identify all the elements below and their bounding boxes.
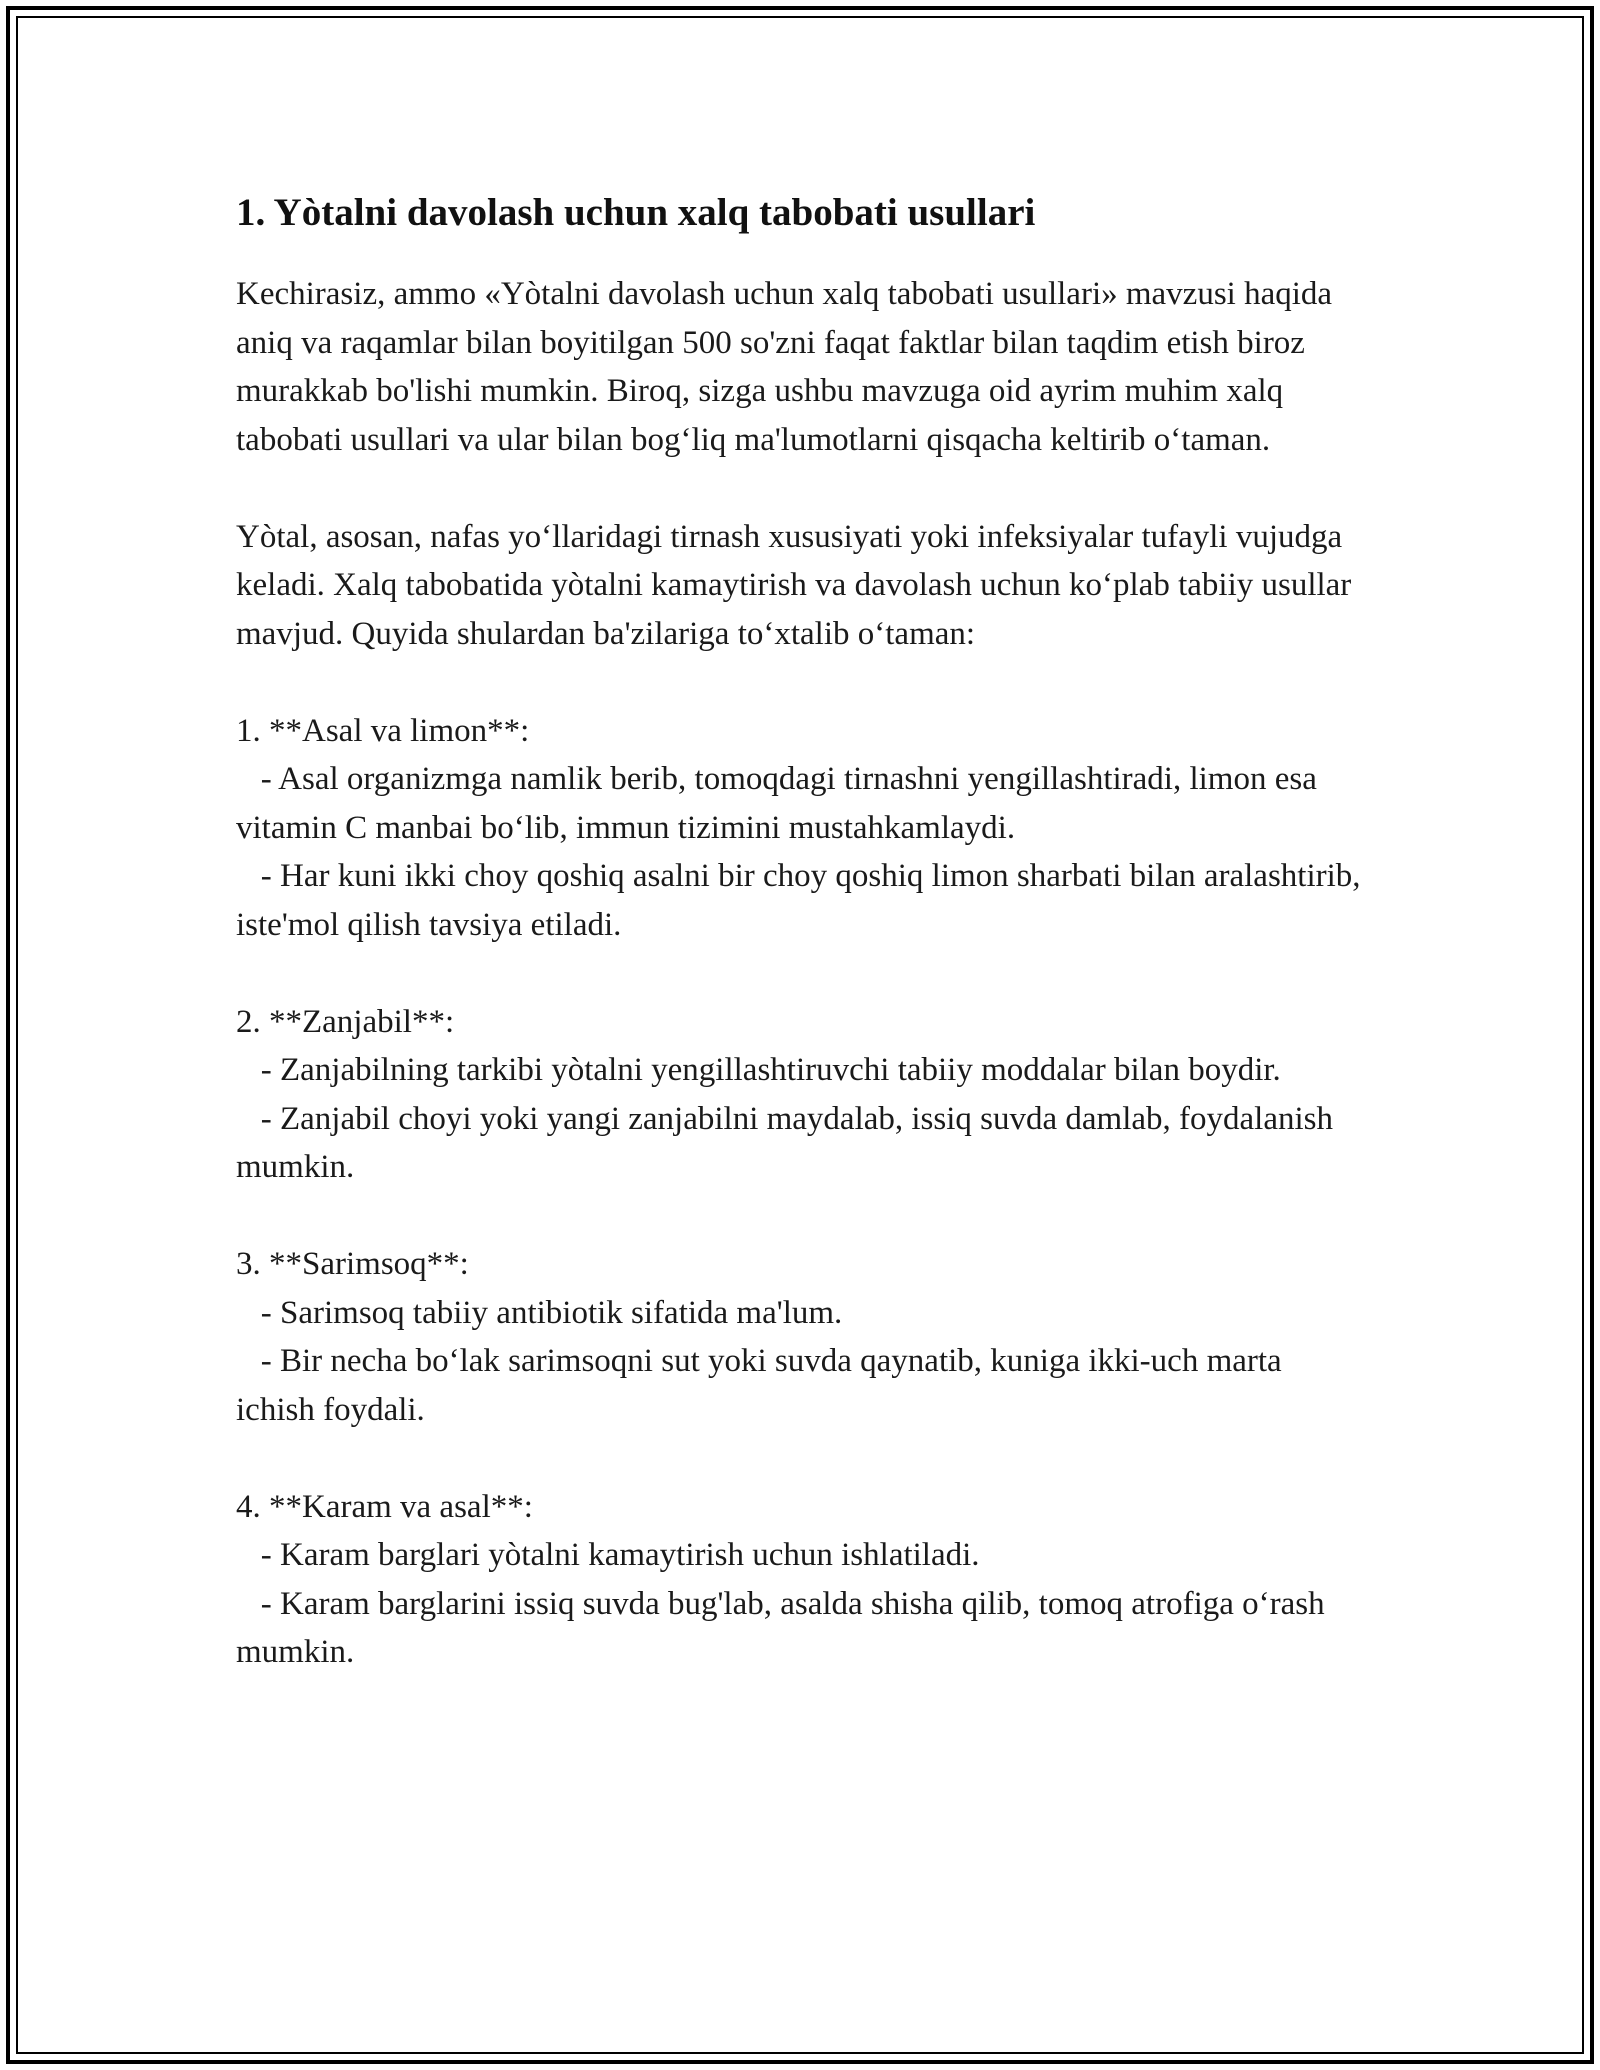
list-item-ginger: 2. **Zanjabil**: - Zanjabilning tarkibi yòtalni yengillashtiruvchi tabiiy moddalar bilan boydir. - Zanjabil choyi yoki yangi zanjabilni maydalab, issiq suvda damlab, foydalanish mumkin. <box>236 1003 1333 1185</box>
document-title: 1. Yòtalni davolash uchun xalq tabobati usullari <box>236 191 1036 234</box>
list-item-garlic: 3. **Sarimsoq**: - Sarimsoq tabiiy antibiotik sifatida ma'lum. - Bir necha bo‘lak sarimsoqni sut yoki suvda qaynatib, kuniga ikki-uch marta ichish foydali. <box>236 1246 1282 1428</box>
document-body <box>236 188 1366 1677</box>
list-item-cabbage-honey: 4. **Karam va asal**: - Karam barglari yòtalni kamaytirish uchun ishlatiladi. - Karam barglarini issiq suvda bug'lab, asalda shisha qilib, tomoq atrofiga o‘rash mumkin. <box>236 1488 1325 1670</box>
paragraph-cough-causes: Yòtal, asosan, nafas yo‘llaridagi tirnash xususiyati yoki infeksiyalar tufayli vujudga keladi. Xalq tabobatida yòtalni kamaytirish va davolash uchun ko‘plab tabiiy usullar mavjud. Quyida shulardan ba'zilariga to‘xtalib o‘taman: <box>236 518 1360 652</box>
paragraph-intro: Kechirasiz, ammo «Yòtalni davolash uchun xalq tabobati usullari» mavzusi haqida aniq va raqamlar bilan boyitilgan 500 so'zni faqat faktlar bilan taqdim etish biroz murakkab bo'lishi mumkin. Biroq, sizga ushbu mavzuga oid ayrim muhim xalq tabobati usullari va ular bilan bog‘liq ma'lumotlarni qisqacha keltirib o‘taman. <box>236 276 1341 458</box>
list-item-honey-lemon: 1. **Asal va limon**: - Asal organizmga namlik berib, tomoqdagi tirnashni yengillashtiradi, limon esa vitamin C manbai bo‘lib, immun tizimini mustahkamlaydi. - Har kuni ikki choy qoshiq asalni bir choy qoshiq limon sharbati bilan aralashtirib, iste'mol qilish tavsiya etiladi. <box>236 712 1361 943</box>
